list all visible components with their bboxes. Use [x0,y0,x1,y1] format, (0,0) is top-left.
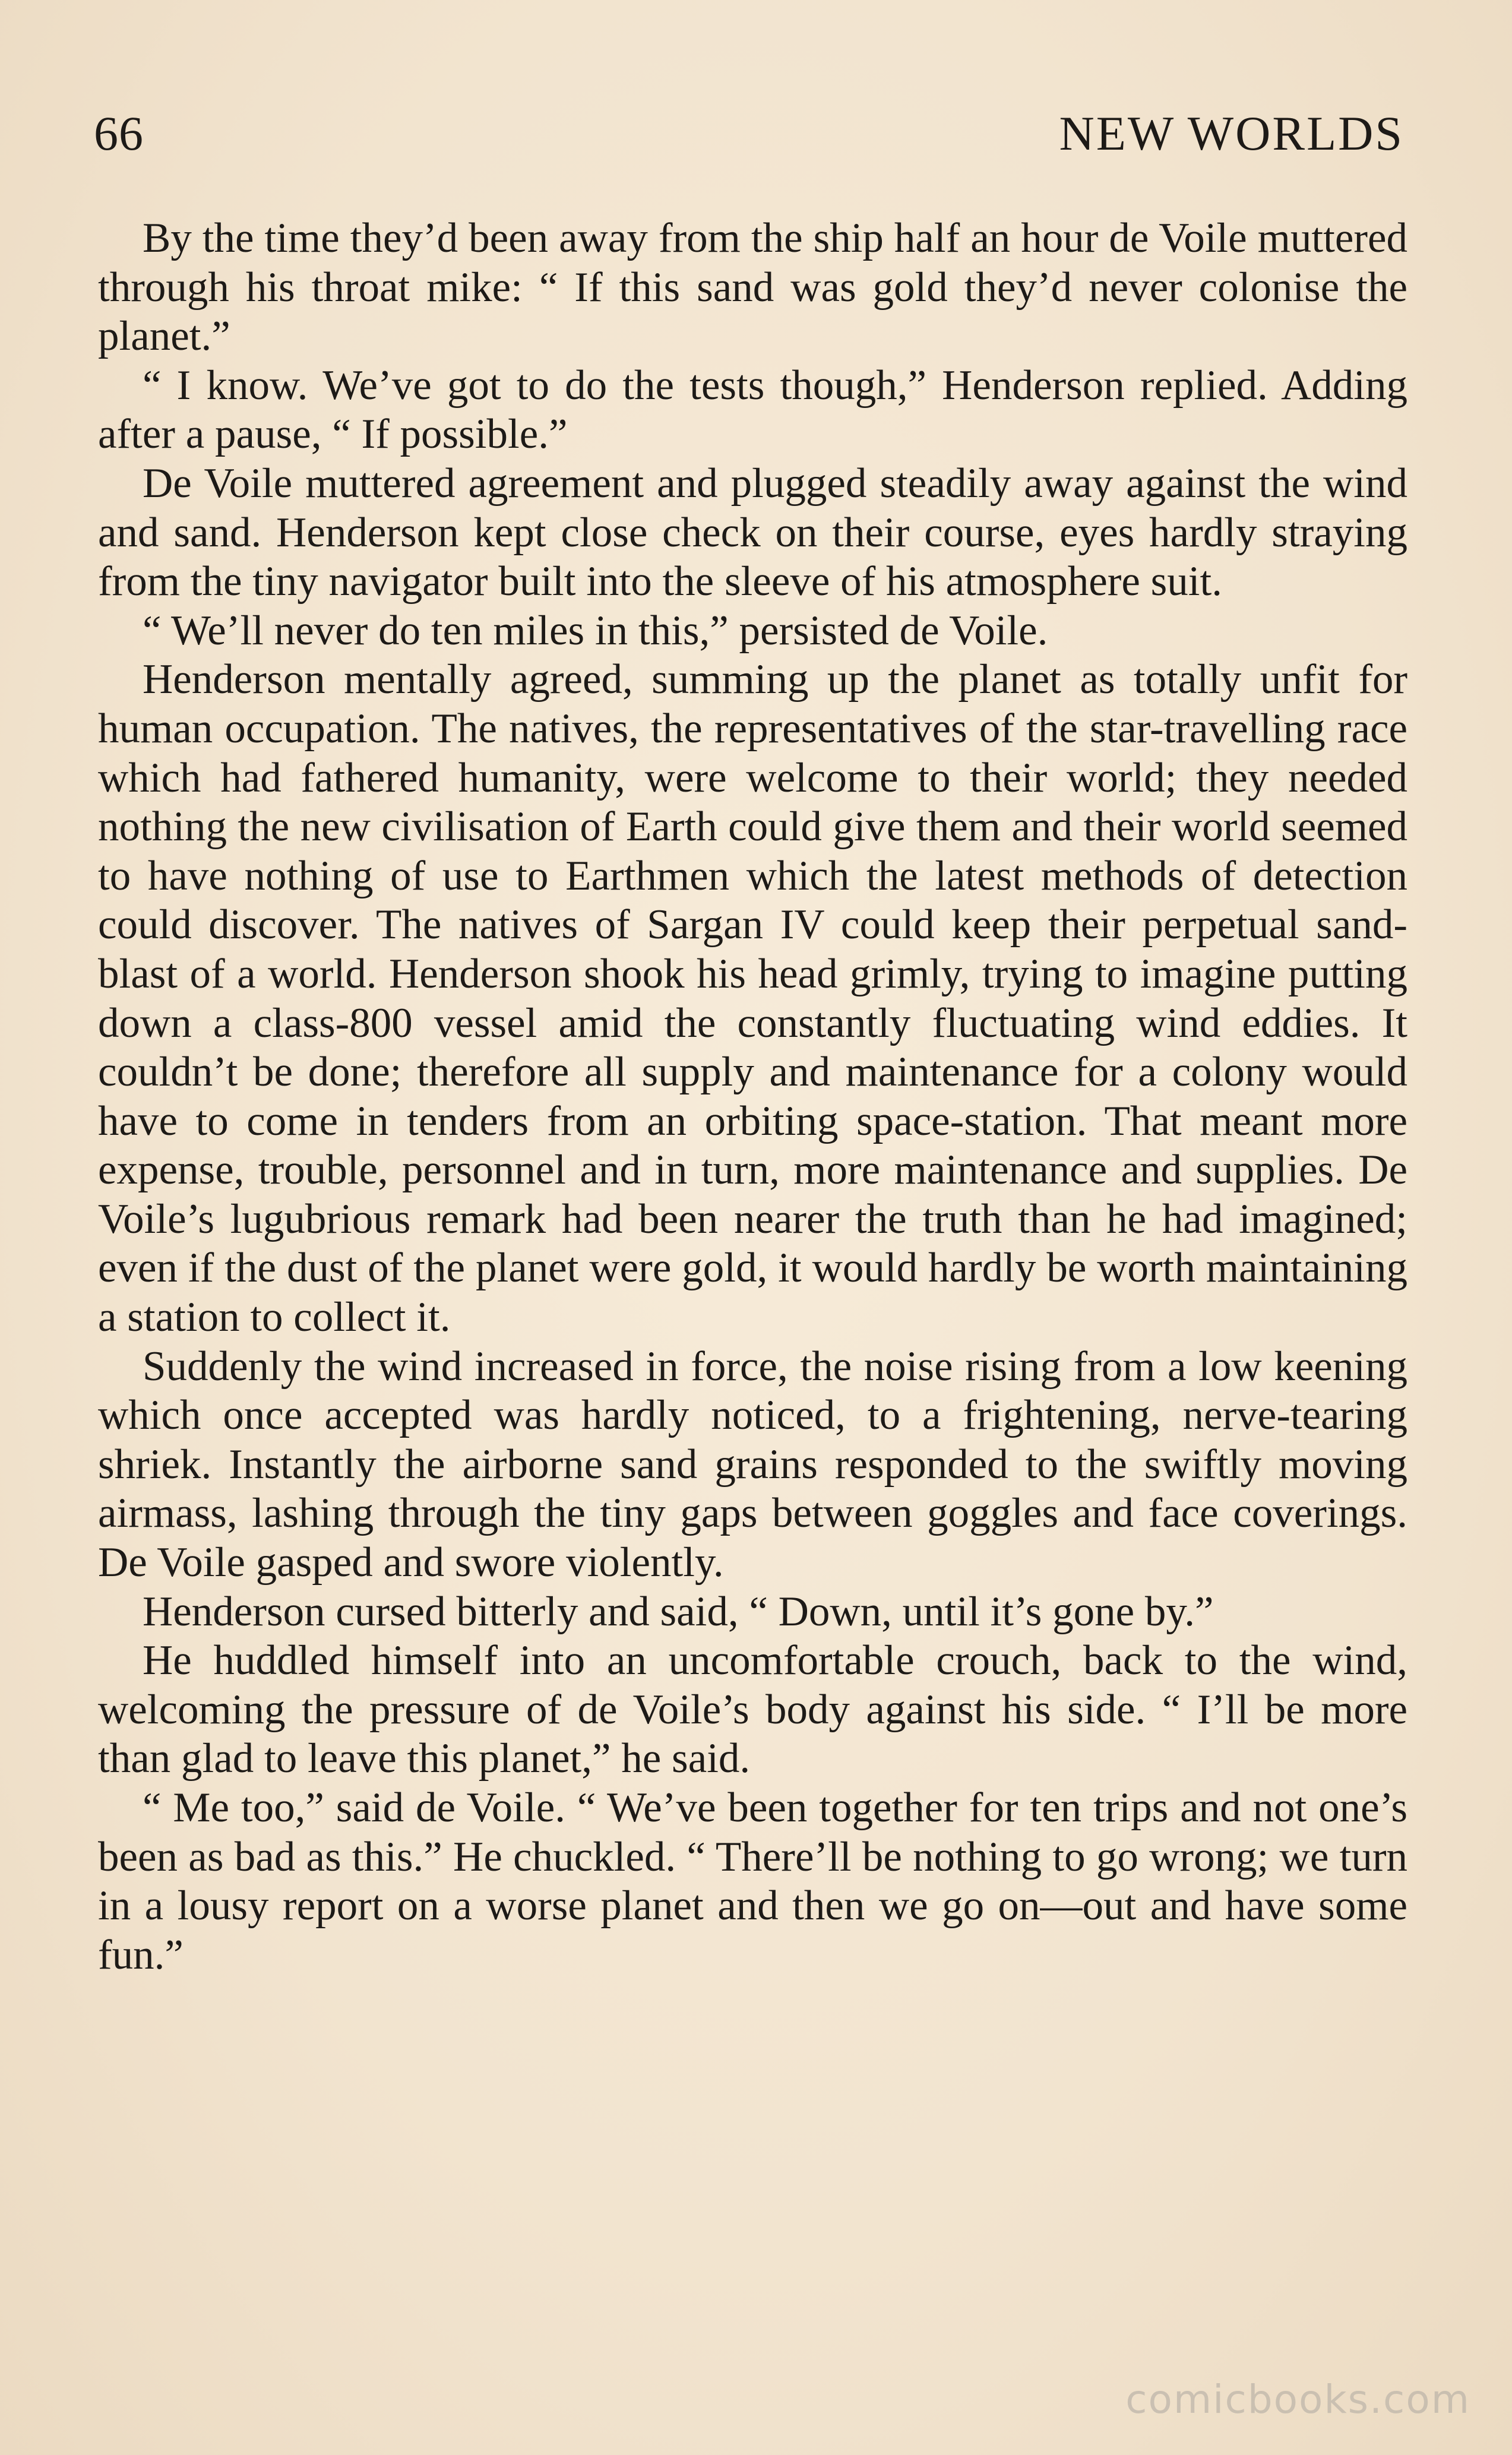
paragraph: De Voile muttered agreement and plugged steadily away against the wind and sand. Henderson kept close check on their course, eyes hardly straying from the tiny navigator built into the sleeve of his atmosphere suit. [98,460,1407,605]
paragraph: Suddenly the wind increased in force, the noise rising from a low keening which once accepted was hardly noticed, to a frightening, nerve-tearing shriek. Instantly the airborne sand grains responded to the swiftly moving airmass, lashing through the tiny gaps between goggles and face coverings. De Voile gasped and swore violently. [98,1343,1407,1586]
paragraph: He huddled himself into an uncomfortable crouch, back to the wind, welcoming the pressure of de Voile’s body against his side. “ I’ll be more than glad to leave this planet,” he said. [98,1637,1407,1782]
running-head [94,106,1404,171]
paragraph: “ Me too,” said de Voile. “ We’ve been together for ten trips and not one’s been as bad as this.” He chuckled. “ There’ll be nothing to go wrong; we turn in a lousy report on a worse planet and then we go on—out and have some fun.” [98,1785,1407,1978]
paragraph: “ I know. We’ve got to do the tests though,” Henderson replied. Adding after a pause, “ If possible.” [98,362,1407,458]
paragraph: By the time they’d been away from the ship half an hour de Voile muttered through his throat mike: “ If this sand was gold they’d never colonise the planet.” [98,215,1407,360]
story-text [98,214,1407,1979]
paragraph: Henderson mentally agreed, summing up the planet as totally unfit for human occupation. The natives, the representatives of the star-travelling race which had fathered humanity, were welcome to their world; they needed nothing the new civilisation of Earth could give them and their world seemed to have nothing of use to Earthmen which the latest methods of detection could discover. The natives of Sargan IV could keep their perpetual sand-blast of a world. Henderson shook his head grimly, trying to imagine putting down a class-800 vessel amid the constantly fluctuating wind eddies. It couldn’t be done; therefore all supply and maintenance for a colony would have to come in tenders from an orbiting space-station. That meant more expense, trouble, personnel and in turn, more maintenance and supplies. De Voile’s lugubrious remark had been nearer the truth than he had imagined; even if the dust of the planet were gold, it would hardly be worth maintaining a station to collect it. [98,656,1407,1341]
paragraph: Henderson cursed bitterly and said, “ Down, until it’s gone by.” [143,1588,1214,1635]
paragraph: “ We’ll never do ten miles in this,” persisted de Voile. [143,607,1048,654]
page-number: 66 [94,106,144,160]
watermark: comicbooks.com [1125,2377,1470,2422]
magazine-title: NEW WORLDS [1059,106,1404,160]
